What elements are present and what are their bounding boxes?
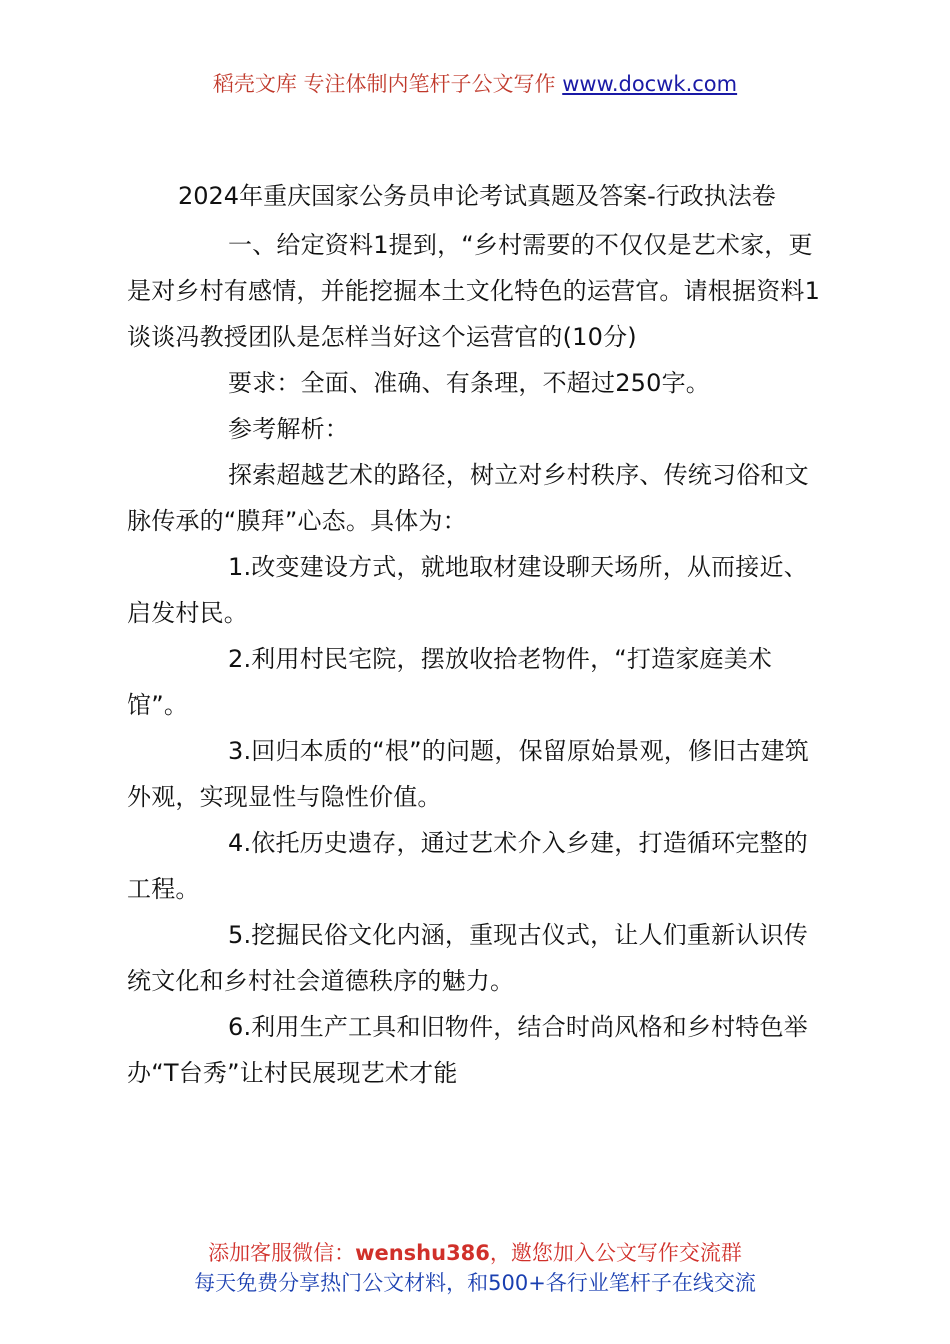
document-title: 2024年重庆国家公务员申论考试真题及答案-行政执法卷 bbox=[178, 182, 776, 210]
footer-wechat-id: wenshu386 bbox=[355, 1241, 490, 1265]
footer-share-line: 每天免费分享热门公文材料，和500+各行业笔杆子在线交流 bbox=[194, 1271, 756, 1295]
paragraph-requirement: 要求：全面、准确、有条理，不超过250字。 bbox=[228, 369, 711, 397]
header-brand-text: 稻壳文库 专注体制内笔杆子公文写作 bbox=[212, 72, 563, 96]
paragraph-point-6: 6.利用生产工具和旧物件，结合时尚风格和乡村特色举办“T台秀”让村民展现艺术才能 bbox=[127, 1013, 808, 1087]
page-header bbox=[0, 68, 950, 100]
footer-contact-suffix: ，邀您加入公文写作交流群 bbox=[489, 1241, 742, 1265]
paragraph-point-3: 3.回归本质的“根”的问题，保留原始景观，修旧古建筑外观，实现显性与隐性价值。 bbox=[127, 737, 809, 811]
footer-contact-line bbox=[0, 1238, 950, 1268]
paragraph-point-4: 4.依托历史遗存，通过艺术介入乡建，打造循环完整的工程。 bbox=[127, 829, 808, 903]
document-body bbox=[127, 222, 827, 1096]
paragraph-point-5: 5.挖掘民俗文化内涵，重现古仪式，让人们重新认识传统文化和乡村社会道德秩序的魅力。 bbox=[127, 921, 808, 995]
paragraph-question: 一、给定资料1提到，“乡村需要的不仅仅是艺术家，更是对乡村有感情，并能挖掘本土文化特色的运营官。请根据资料1谈谈冯教授团队是怎样当好这个运营官的(10分) bbox=[127, 231, 821, 351]
paragraph-summary: 探索超越艺术的路径，树立对乡村秩序、传统习俗和文脉传承的“膜拜”心态。具体为： bbox=[127, 461, 809, 535]
paragraph-point-2: 2.利用村民宅院，摆放收拾老物件，“打造家庭美术馆”。 bbox=[127, 645, 773, 719]
paragraph-analysis-label: 参考解析： bbox=[228, 415, 349, 443]
footer-contact-prefix: 添加客服微信： bbox=[208, 1241, 356, 1265]
paragraph-point-1: 1.改变建设方式，就地取材建设聊天场所，从而接近、启发村民。 bbox=[127, 553, 808, 627]
page-footer bbox=[0, 1238, 950, 1298]
header-site-link[interactable]: www.docwk.com bbox=[562, 72, 738, 96]
